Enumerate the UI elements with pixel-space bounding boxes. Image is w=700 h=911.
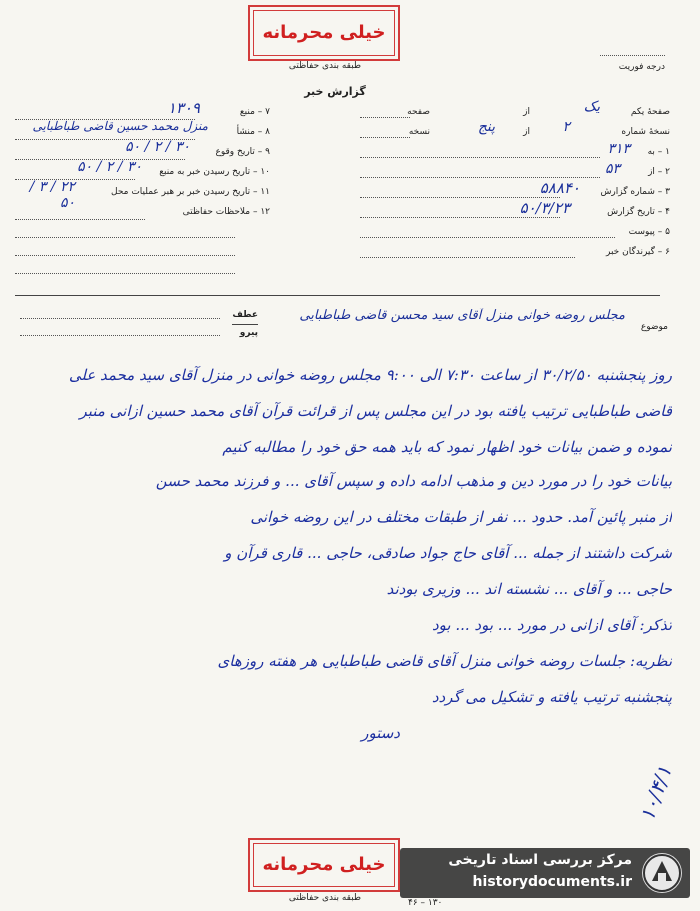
field-line bbox=[15, 255, 235, 256]
body-line: تذکر: آقای ازانی در مورد ... بود ... بود bbox=[431, 616, 672, 634]
field-line bbox=[360, 217, 560, 218]
left-fields-block bbox=[360, 99, 670, 268]
subject-left-line bbox=[20, 318, 220, 319]
body-line: دستور bbox=[361, 724, 400, 742]
field-mid-copy: از bbox=[523, 127, 530, 137]
field-value-report-date: ۵۰/۳/۲۳ bbox=[519, 199, 570, 217]
field-value-copy-no: ۲ bbox=[562, 119, 570, 135]
field-label-report-date: ۴ – تاریخ گزارش bbox=[607, 207, 670, 217]
field-label-page: صفحهٔ یکم bbox=[630, 107, 670, 117]
field-line bbox=[360, 137, 410, 138]
field-label-origin: ۸ – منشأ bbox=[236, 127, 270, 137]
archive-logo-icon bbox=[642, 853, 682, 893]
field-suffix-copy: نسخه bbox=[408, 127, 430, 137]
peyro-label: پیرو bbox=[239, 328, 258, 338]
watermark bbox=[400, 848, 690, 898]
field-label-source: ۷ – منبع bbox=[239, 107, 270, 117]
watermark-title: مرکز بررسی اسناد تاریخی bbox=[448, 852, 632, 868]
field-line bbox=[360, 117, 410, 118]
body-line: قاضی طباطبایی ترتیب یافته بود در این مجلس پس از قرائت قرآن آقای محمد حسین ازانی منبر bbox=[79, 402, 672, 420]
subject-left-line-2 bbox=[20, 335, 220, 336]
field-label-copy: نسخهٔ شماره bbox=[621, 127, 670, 137]
body-line: حاجی ... و آقای ... نشسته اند ... وزیری بودند bbox=[386, 580, 672, 598]
body-line: نموده و ضمن بیانات خود اظهار نمود که باید همه حق خود را مطالبه کنیم bbox=[222, 438, 672, 456]
field-line bbox=[360, 197, 560, 198]
body-line: شرکت داشتند از جمله ... آقای حاج جواد صادقی، حاجی ... قاری قرآن و bbox=[224, 544, 672, 562]
field-label-ops-date: ۱۱ – تاریخ رسیدن خبر بر هبر عملیات محل bbox=[111, 187, 270, 197]
top-classification-stamp bbox=[248, 5, 400, 61]
right-fields-block bbox=[15, 99, 270, 283]
field-line bbox=[15, 219, 145, 220]
margin-note: ۱۰/۴/۱ bbox=[634, 762, 677, 824]
classification-label: طبقه بندی حفاظتی bbox=[288, 61, 362, 71]
bottom-classification-label: طبقه بندی حفاظتی bbox=[288, 893, 362, 903]
bottom-classification-stamp bbox=[248, 838, 400, 892]
priority-line bbox=[600, 55, 665, 56]
field-label-news-date: ۱۰ – تاریخ رسیدن خبر به منبع bbox=[159, 167, 270, 177]
field-value-from: ۵۳ bbox=[604, 161, 620, 177]
field-line bbox=[360, 237, 615, 238]
field-label-security-notes: ۱۲ – ملاحظات حفاظتی bbox=[182, 207, 270, 217]
report-body bbox=[0, 365, 700, 785]
top-stamp-text: خیلی محرمانه bbox=[253, 10, 395, 56]
field-value-to: ۳۱۳ bbox=[607, 141, 630, 157]
page-number: ۴۶ – ۱۳۰ bbox=[408, 898, 443, 908]
field-value-page: یک bbox=[583, 99, 600, 115]
field-value-copy: پنج bbox=[477, 119, 495, 135]
atf-divider bbox=[232, 324, 258, 325]
atf-label: عطف bbox=[232, 310, 258, 320]
body-line: نظریه: جلسات روضه خوانی منزل آقای قاضی طباطبایی هر هفته روزهای bbox=[217, 652, 672, 670]
field-label-attachment: ۵ – پیوست bbox=[628, 227, 670, 237]
field-value-report-number: ۵۸۸۴۰ bbox=[539, 179, 580, 197]
body-line: پنجشنبه ترتیب یافته و تشکیل می گردد bbox=[431, 688, 672, 706]
field-suffix-page: صفحه bbox=[407, 107, 430, 117]
watermark-url: historydocuments.ir bbox=[472, 874, 632, 890]
field-mid-page: از bbox=[523, 107, 530, 117]
field-label-to: ۱ – به bbox=[647, 147, 670, 157]
body-line: روز پنجشنبه ۳۰/۲/۵۰ از ساعت ۷:۳۰ الی ۹:۰۰ مجلس روضه خوانی در منزل آقای سید محمد علی bbox=[68, 366, 672, 384]
field-label-event-date: ۹ – تاریخ وقوع bbox=[215, 147, 270, 157]
report-title: گزارش خبر bbox=[304, 85, 366, 98]
field-label-from: ۲ – از bbox=[648, 167, 670, 177]
field-label-recipients: ۶ – گیرندگان خبر bbox=[605, 247, 670, 257]
header-divider bbox=[15, 295, 660, 296]
field-line bbox=[15, 273, 235, 274]
subject-value: مجلس روضه خوانی منزل آقای سید محسن قاضی طباطبایی bbox=[299, 308, 625, 323]
bottom-stamp-text: خیلی محرمانه bbox=[253, 843, 395, 887]
field-value-news-date: ۳۰ / ۲ / ۵۰ bbox=[77, 159, 142, 175]
field-value-event-date: ۳۰ / ۲ / ۵۰ bbox=[125, 139, 190, 155]
field-line bbox=[360, 157, 600, 158]
body-line: بیانات خود را در مورد دین و مذهب ادامه داده و سپس آقای ... و فرزند محمد حسن bbox=[155, 472, 672, 490]
field-line bbox=[360, 177, 600, 178]
field-value-origin: منزل محمد حسین قاضی طباطبایی bbox=[32, 119, 208, 133]
subject-label: موضوع bbox=[640, 322, 668, 332]
field-line bbox=[360, 257, 575, 258]
field-value-source: ۱۳۰۹ bbox=[167, 99, 200, 117]
field-value-ops-date: ۲۲ / ۳ / ۵۰ bbox=[29, 179, 75, 211]
field-line bbox=[15, 237, 235, 238]
priority-label: درجه فوریت bbox=[618, 62, 665, 72]
field-label-report-number: ۳ – شماره گزارش bbox=[600, 187, 670, 197]
body-line: از منبر پائین آمد. حدود ... نفر از طبقات مختلف در این روضه خوانی bbox=[250, 508, 672, 526]
